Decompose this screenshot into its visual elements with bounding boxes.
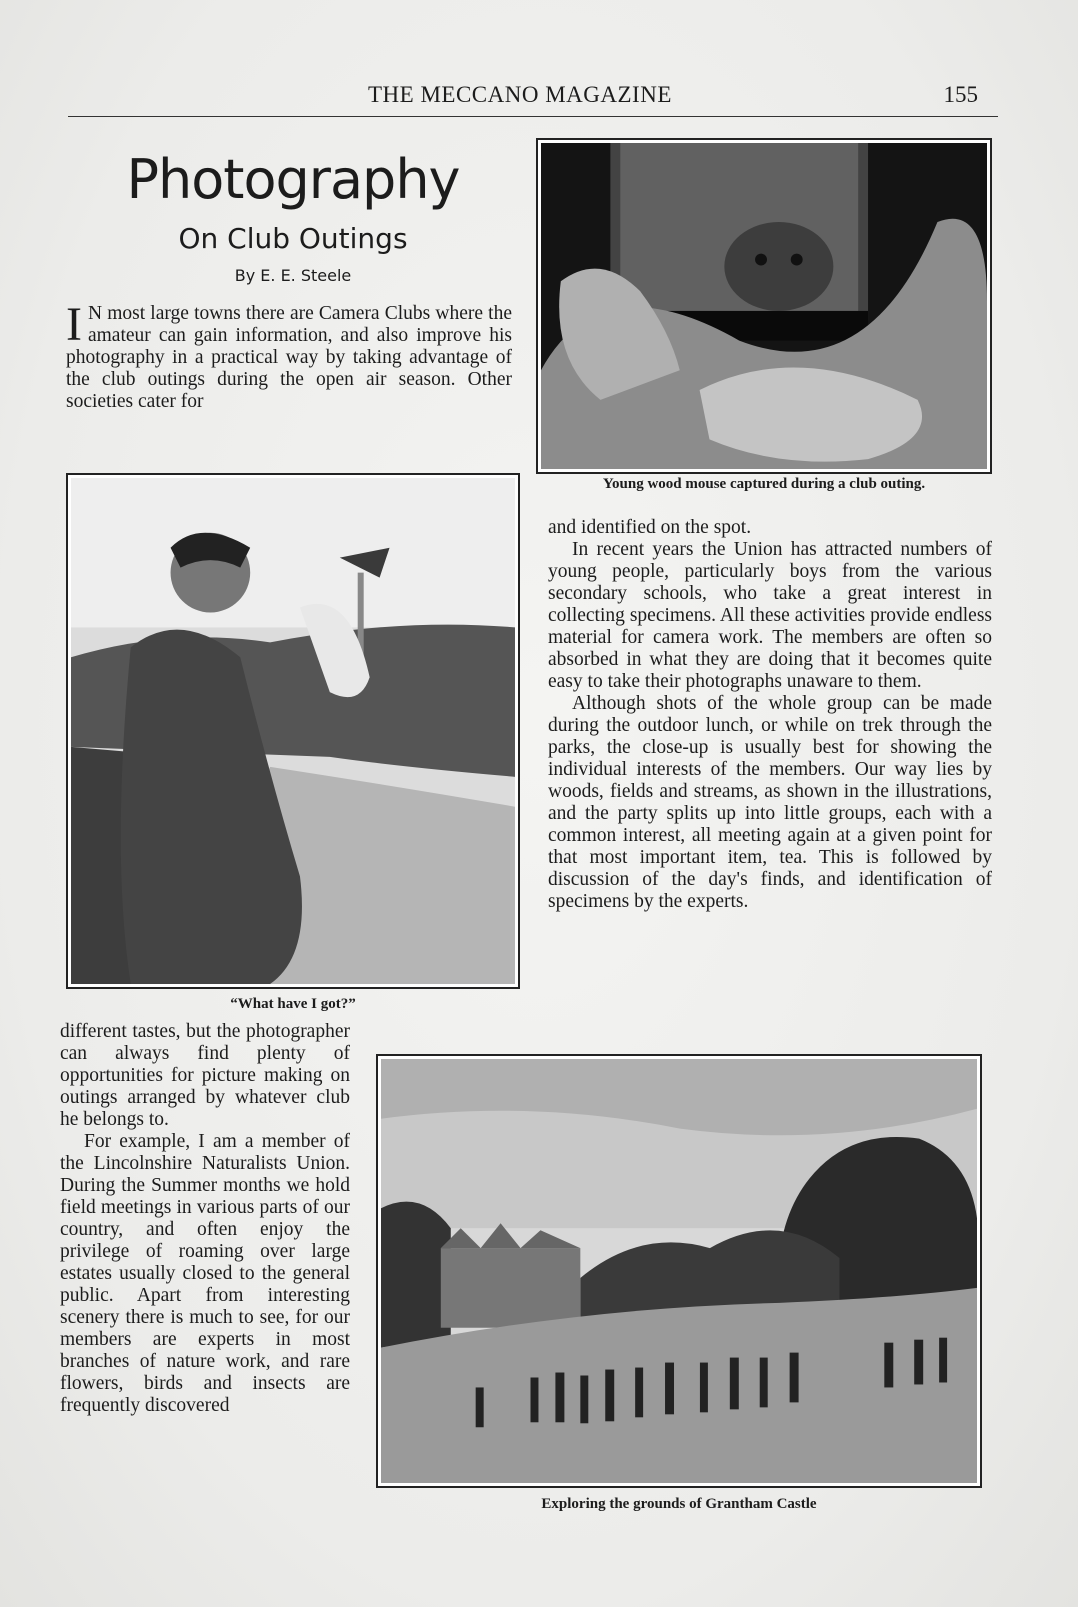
- castle-caption: Exploring the grounds of Grantham Castle: [541, 1496, 817, 1512]
- paragraph-3: In recent years the Union has attracted numbers of young people, particularly boys from the various secondary schools, who take a great interest in collecting specimens. All these activities provide endless material for camera work. The members are often so absorbed in what they are doing that it becomes quite easy to take their photographs unaware to them.: [548, 539, 992, 692]
- mouse-image: [541, 143, 987, 469]
- column-2-text: [548, 517, 992, 913]
- mouse-photo: [536, 138, 992, 474]
- paragraph-4: Although shots of the whole group can be made during the outdoor lunch, or while on trek through the parks, the close-up is usually best for showing the individual interests of the members. Our way lies by woods, fields and streams, as shown in the illustrations, and the party splits up into little groups, each with a common interest, all meeting again at a given point for that most important item, tea. This is followed by discussion of the day's finds, and identification of specimens by the experts.: [548, 693, 992, 912]
- drop-cap: I: [66, 298, 82, 351]
- article-title: Photography: [126, 148, 460, 211]
- article-subtitle: On Club Outings: [178, 222, 408, 255]
- article-byline: By E. E. Steele: [234, 266, 352, 285]
- castle-photo: [376, 1054, 982, 1488]
- funnel-caption: “What have I got?”: [230, 996, 356, 1012]
- intro-text: N most large towns there are Camera Clubs where the amateur can gain information, and also improve his photography in a practical way by taking advantage of the club outings during the open air season. Other societies cater for: [66, 303, 512, 412]
- page-header: [68, 82, 998, 117]
- mouse-caption: Young wood mouse captured during a club outing.: [602, 476, 926, 492]
- page-number: 155: [943, 82, 978, 107]
- funnel-image: [71, 478, 515, 984]
- column-1-text: [60, 1021, 350, 1417]
- magazine-title: THE MECCANO MAGAZINE: [368, 82, 672, 107]
- column-2-continuation: and identified on the spot.: [548, 517, 752, 538]
- paragraph-2: For example, I am a member of the Lincolnshire Naturalists Union. During the Summer months we hold field meetings in various parts of our country, and often enjoy the privilege of roaming over large estates usually closed to the general public. Apart from interesting scenery there is much to see, for our members are experts in most branches of nature work, and rare flowers, birds and insects are frequently discovered: [60, 1131, 350, 1416]
- column-1-continuation: different tastes, but the photographer can always find plenty of opportunities for picture making on outings arranged by whatever club he belongs to.: [60, 1021, 350, 1130]
- funnel-photo: [66, 473, 520, 989]
- castle-image: [381, 1059, 977, 1483]
- intro-paragraph: [66, 298, 512, 413]
